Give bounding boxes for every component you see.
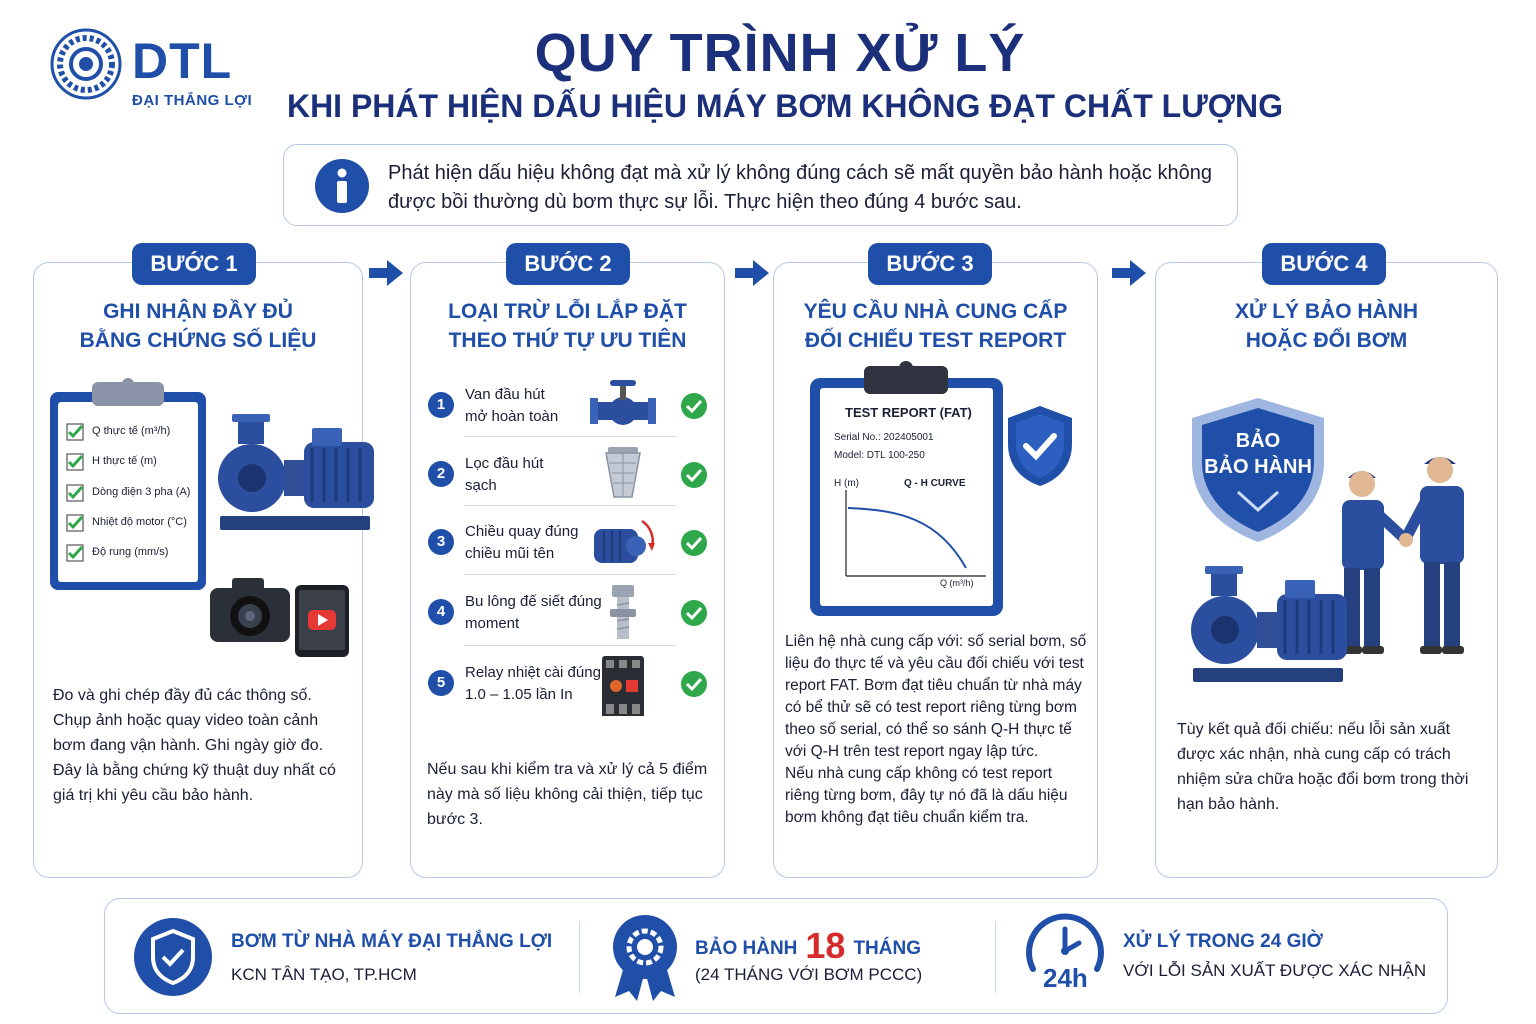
list-item: 4 Bu lông đế siết đúng moment	[428, 589, 708, 653]
valve-icon	[590, 376, 656, 434]
step-number: 5	[428, 670, 454, 696]
warranty-months: 18	[805, 925, 846, 966]
list-item: 1 Van đầu hút mở hoàn toàn	[428, 382, 708, 446]
arrow-right-icon	[735, 258, 769, 288]
step-4-description: Tùy kết quả đối chiếu: nếu lỗi sản xuất được xác nhận, nhà cung cấp có trách nhiệm sửa chữa hoặc đổi bơm trong thời hạn bảo hành.	[1177, 721, 1469, 813]
footer-bar	[104, 898, 1448, 1014]
divider	[579, 921, 580, 993]
divider	[995, 921, 996, 993]
checklist-item: Dòng điện 3 pha (A)	[66, 483, 206, 503]
shield-check-icon	[1006, 404, 1074, 488]
list-item: 2 Lọc đầu hút sạch	[428, 451, 708, 515]
step-3-badge: BƯỚC 3	[868, 243, 992, 285]
page-title: QUY TRÌNH XỬ LÝ	[534, 23, 1026, 83]
step-4-badge: BƯỚC 4	[1262, 243, 1386, 285]
list-item: 5 Relay nhiệt cài đúng 1.0 – 1.05 lần In	[428, 660, 708, 724]
report-y-label: H (m)	[834, 478, 859, 489]
thermal-relay-icon	[590, 650, 656, 716]
factory-location: KCN TÂN TẠO, TP.HCM	[231, 965, 417, 984]
divider	[464, 645, 676, 646]
step-3-title: YÊU CẦU NHÀ CUNG CẤP ĐỐI CHIẾU TEST REPORT	[803, 300, 1068, 352]
notice-text: Phát hiện dấu hiệu không đạt mà xử lý không đúng cách sẽ mất quyền bảo hành hoặc không được bồi thường dù bơm thực sự lỗi. Thực hiện theo đúng 4 bước sau.	[388, 162, 1212, 213]
checklist-item: Nhiệt độ motor (°C)	[66, 513, 206, 533]
list-item: 3 Chiều quay đúng chiều mũi tên	[428, 519, 708, 583]
step-4-title: XỬ LÝ BẢO HÀNH HOẶC ĐỔI BƠM	[1234, 300, 1419, 352]
bolt-icon	[590, 583, 656, 641]
motor-rotation-icon	[590, 513, 656, 571]
step-2-description: Nếu sau khi kiểm tra và xử lý cả 5 điểm này mà số liệu không cải thiện, tiếp tục bước 3.	[427, 761, 708, 828]
info-icon	[314, 158, 370, 214]
notice-box	[283, 144, 1238, 226]
report-serial: Serial No.: 202405001	[834, 432, 934, 443]
shield-check-icon	[133, 917, 213, 997]
checkbox-checked-icon	[66, 514, 84, 532]
dtl-logo-icon	[50, 28, 122, 100]
step-number: 4	[428, 599, 454, 625]
checklist-item: Độ rung (mm/s)	[66, 543, 206, 563]
arrow-right-icon	[1112, 258, 1146, 288]
report-curve-label: Q - H CURVE	[904, 478, 966, 489]
warranty-note: (24 THÁNG VỚI BƠM PCCC)	[695, 965, 923, 984]
check-circle-icon	[680, 529, 708, 557]
step-3-description: Liên hệ nhà cung cấp với: số serial bơm, số liệu đo thực tế và yêu cầu đối chiếu với test report FAT. Bơm đạt tiêu chuẩn từ nhà máy có bể thử sẽ có test report riêng từng bơm theo số serial, có thể so sánh Q-H thực tế với Q-H trên test report ngay lập tức. Nếu nhà cung cấp không có test report riêng từng bơm, đây tự nó đã là dấu hiệu bơm không đạt tiêu chuẩn kiểm tra.	[785, 633, 1087, 826]
step-1-description: Đo và ghi chép đầy đủ các thông số. Chụp ảnh hoặc quay video toàn cảnh bơm đang vận hành. Ghi ngày giờ đo. Đây là bằng chứng kỹ thuật duy nhất có giá trị khi yêu cầu bảo hành.	[53, 687, 336, 804]
page-subtitle: KHI PHÁT HIỆN DẤU HIỆU MÁY BƠM KHÔNG ĐẠT CHẤT LƯỢNG	[286, 88, 1284, 124]
service-title: XỬ LÝ TRONG 24 GIỜ	[1123, 931, 1323, 952]
step-number: 2	[428, 461, 454, 487]
step-2-title: LOẠI TRỪ LỖI LẮP ĐẶT THEO THỨ TỰ ƯU TIÊN	[448, 300, 687, 352]
step-number: 3	[428, 529, 454, 555]
step-1-badge: BƯỚC 1	[132, 243, 256, 285]
checkbox-checked-icon	[66, 453, 84, 471]
divider	[464, 436, 676, 437]
checklist-item: Q thực tế (m³/h)	[66, 422, 206, 442]
checklist-item: H thực tế (m)	[66, 452, 206, 472]
service-note: VỚI LỖI SẢN XUẤT ĐƯỢC XÁC NHẬN	[1123, 961, 1427, 980]
check-circle-icon	[680, 670, 708, 698]
step-number: 1	[428, 392, 454, 418]
strainer-filter-icon	[590, 445, 656, 503]
checkbox-checked-icon	[66, 484, 84, 502]
step-1-title: GHI NHẬN ĐẦY ĐỦ BẰNG CHỨNG SỐ LIỆU	[79, 300, 317, 352]
warranty-title: BẢO HÀNH 18 THÁNG	[695, 925, 921, 966]
divider	[464, 505, 676, 506]
divider	[464, 574, 676, 575]
shield-text-line2: BẢO HÀNH	[1204, 456, 1312, 478]
shield-text-line1: BẢO	[1235, 430, 1281, 452]
report-model: Model: DTL 100-250	[834, 450, 925, 461]
factory-title: BƠM TỪ NHÀ MÁY ĐẠI THẮNG LỢI	[231, 931, 553, 952]
checkbox-checked-icon	[66, 544, 84, 562]
brand-name: DTL	[132, 33, 233, 89]
step-2-badge: BƯỚC 2	[506, 243, 630, 285]
report-x-label: Q (m³/h)	[940, 578, 974, 588]
pump-illustration	[212, 408, 380, 538]
brand-tagline: ĐẠI THẮNG LỢI	[132, 92, 253, 109]
check-circle-icon	[680, 392, 708, 420]
check-circle-icon	[680, 599, 708, 627]
pump-illustration	[1174, 560, 1364, 690]
award-ribbon-icon	[607, 913, 683, 1001]
report-title: TEST REPORT (FAT)	[845, 405, 972, 420]
clock-label: 24h	[1043, 963, 1088, 993]
check-circle-icon	[680, 461, 708, 489]
camera-icon	[208, 574, 292, 644]
arrow-right-icon	[369, 258, 403, 288]
checkbox-checked-icon	[66, 423, 84, 441]
tablet-video-icon	[294, 584, 350, 658]
